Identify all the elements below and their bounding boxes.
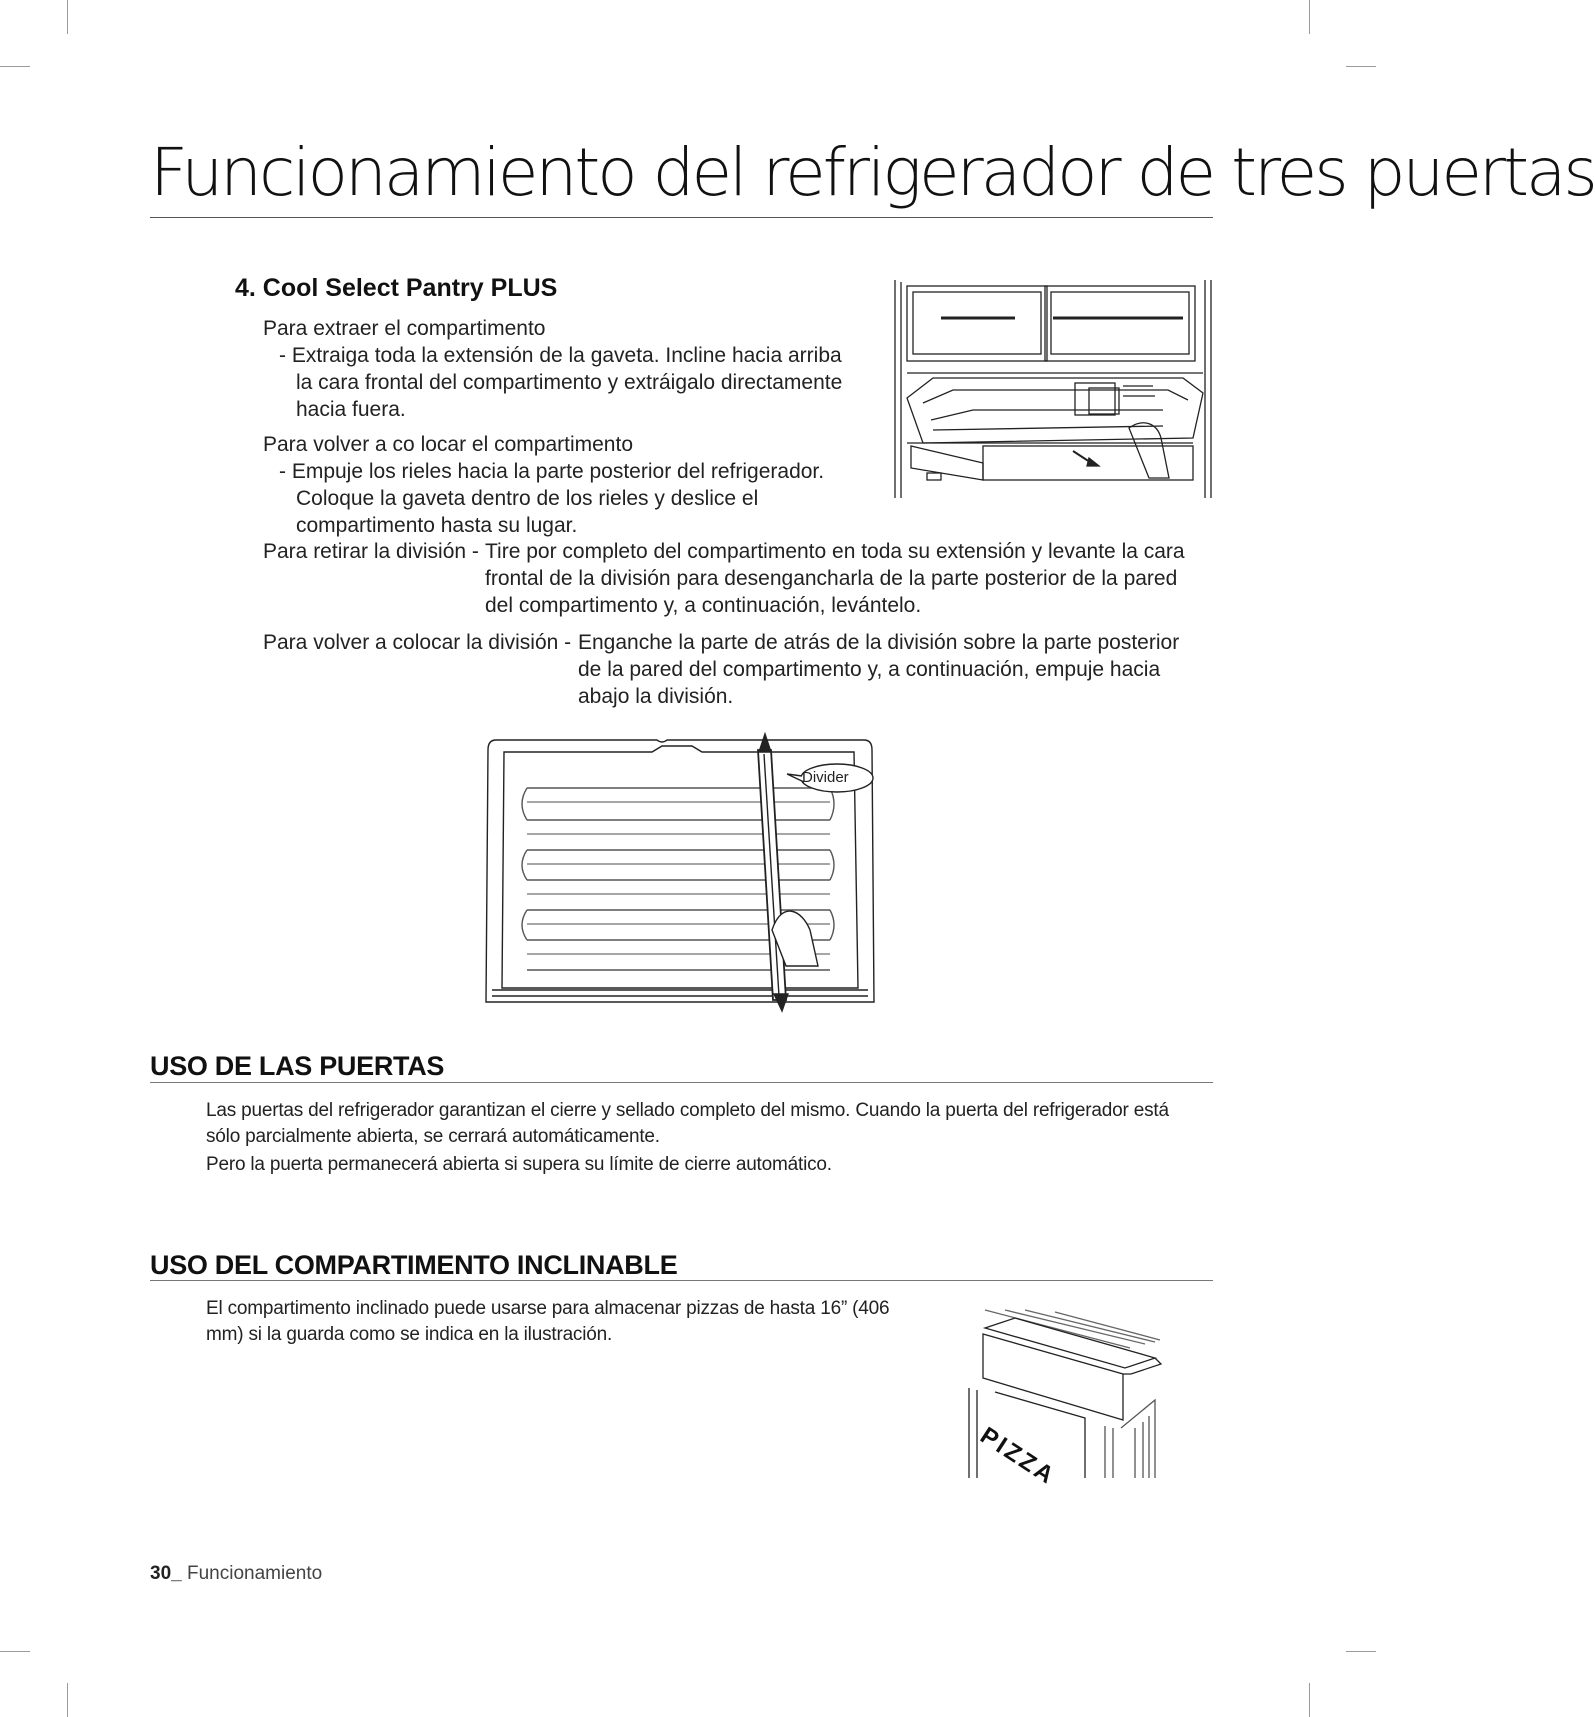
divider-remove-label: Para retirar la división - xyxy=(263,540,479,563)
crop-mark xyxy=(1309,1683,1310,1717)
tilt-paragraph-line: mm) si la guarda como se indica en la ilustración. xyxy=(206,1324,613,1345)
divider-remove-line: frontal de la división para desengancharla de la parte posterior de la pared xyxy=(485,567,1178,590)
divider-remove-line: del compartimento y, a continuación, levántelo. xyxy=(485,594,922,617)
replace-line: compartimento hasta su lugar. xyxy=(296,514,578,537)
pantry-drawer-illustration xyxy=(893,278,1213,500)
doors-paragraph-line: sólo parcialmente abierta, se cerrará automáticamente. xyxy=(206,1126,660,1147)
section-heading-cool-select: 4. Cool Select Pantry PLUS xyxy=(235,274,558,302)
section-rule xyxy=(150,1082,1213,1083)
page-title: Funcionamiento del refrigerador de tres puertas xyxy=(150,134,1595,211)
crop-mark xyxy=(1346,66,1376,67)
replace-label: Para volver a co locar el compartimento xyxy=(263,433,633,456)
divider-replace-line: abajo la división. xyxy=(578,685,734,708)
page-footer xyxy=(150,1563,322,1585)
crop-mark xyxy=(67,0,68,34)
divider-replace-label: Para volver a colocar la división - xyxy=(263,631,572,654)
crop-mark xyxy=(1346,1651,1376,1652)
page-number: 30_ xyxy=(150,1563,182,1584)
remove-line: hacia fuera. xyxy=(296,398,406,421)
tilt-paragraph-line: El compartimento inclinado puede usarse para almacenar pizzas de hasta 16” (406 xyxy=(206,1298,890,1319)
replace-line: Coloque la gaveta dentro de los rieles y deslice el xyxy=(296,487,759,510)
divider-remove-line: Tire por completo del compartimento en toda su extensión y levante la cara xyxy=(485,540,1185,563)
doors-paragraph-line: Pero la puerta permanecerá abierta si supera su límite de cierre automático. xyxy=(206,1154,832,1175)
crop-mark xyxy=(0,1651,30,1652)
divider-replace-line: de la pared del compartimento y, a continuación, empuje hacia xyxy=(578,658,1161,681)
replace-line: - Empuje los rieles hacia la parte posterior del refrigerador. xyxy=(279,460,825,483)
pizza-box-label: PIZZA xyxy=(975,1422,1061,1491)
remove-line: - Extraiga toda la extensión de la gaveta. Incline hacia arriba xyxy=(279,344,842,367)
divider-replace-line: Enganche la parte de atrás de la división sobre la parte posterior xyxy=(578,631,1180,654)
title-underline xyxy=(150,217,1213,218)
remove-line: la cara frontal del compartimento y extráigalo directamente xyxy=(296,371,843,394)
crop-mark xyxy=(67,1683,68,1717)
section-heading-doors: USO DE LAS PUERTAS xyxy=(150,1051,445,1081)
doors-paragraph-line: Las puertas del refrigerador garantizan el cierre y sellado completo del mismo. Cuando la puerta del refrigerador está xyxy=(206,1100,1169,1121)
section-rule xyxy=(150,1280,1213,1281)
crop-mark xyxy=(0,66,30,67)
remove-label: Para extraer el compartimento xyxy=(263,317,546,340)
divider-callout-label: Divider xyxy=(802,769,849,786)
crop-mark xyxy=(1309,0,1310,34)
section-heading-tilt: USO DEL COMPARTIMENTO INCLINABLE xyxy=(150,1250,678,1280)
footer-section-name: Funcionamiento xyxy=(186,1563,323,1584)
